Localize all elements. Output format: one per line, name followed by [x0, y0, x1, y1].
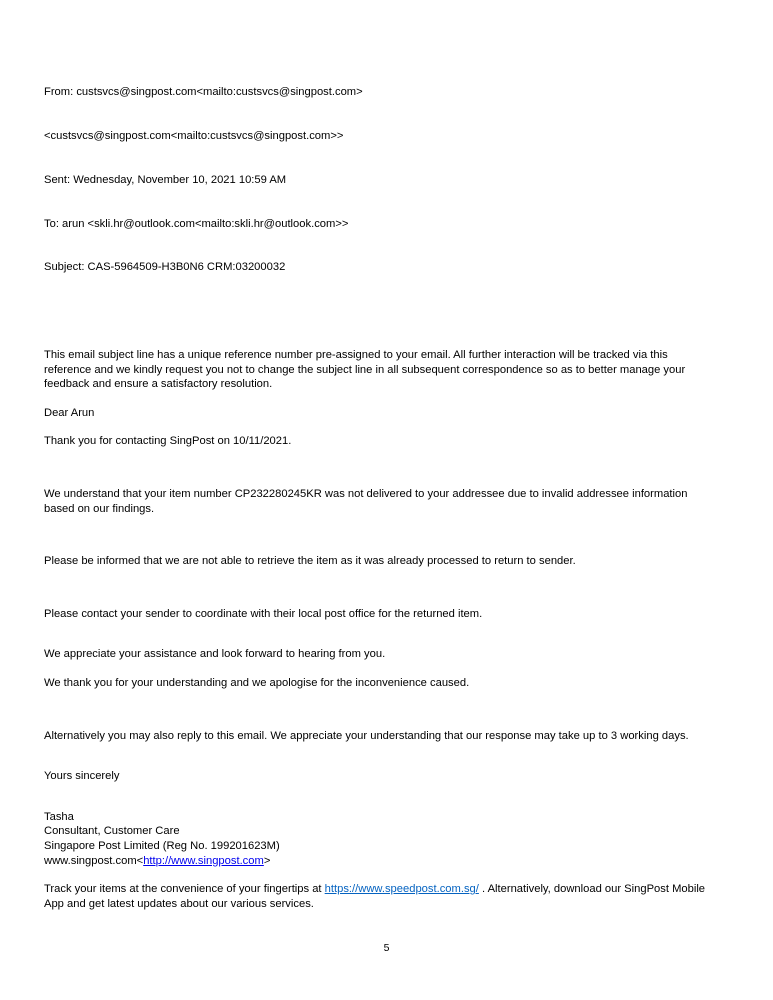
reference-notice-paragraph: This email subject line has a unique reference number pre-assigned to your email. All further interaction will be tracked via this reference and we kindly request you not to change the subject line in all subsequent correspondence so as to better manage your feedback and ensure a satisfactory resolution.: [44, 349, 686, 391]
spacer: [44, 392, 709, 406]
spacer: [44, 691, 709, 729]
signature-website: [44, 854, 709, 869]
apologise-paragraph: We thank you for your understanding and we apologise for the inconvenience caused.: [44, 677, 470, 690]
website-suffix: >: [263, 854, 271, 867]
email-to-line: To: arun <skli.hr@outlook.com<mailto:skli.hr@outlook.com>>: [44, 217, 349, 230]
closing: Yours sincerely: [44, 770, 120, 783]
speedpost-link[interactable]: https://www.speedpost.com.sg/: [324, 883, 479, 896]
spacer: [44, 868, 709, 882]
singpost-website-link[interactable]: http://www.singpost.com: [143, 854, 264, 867]
contact-sender-paragraph: Please contact your sender to coordinate with their local post office for the returned item.: [44, 607, 483, 620]
email-from-line-2: <custsvcs@singpost.com<mailto:custsvcs@singpost.com>>: [44, 129, 344, 142]
footer-track-paragraph: [44, 882, 709, 911]
thanks-paragraph: Thank you for contacting SingPost on 10/11/2021.: [44, 435, 292, 448]
spacer: [44, 662, 709, 676]
track-prefix-text: Track your items at the convenience of your fingertips at: [44, 883, 325, 896]
email-sent-line: Sent: Wednesday, November 10, 2021 10:59 AM: [44, 173, 287, 186]
signature-title: Consultant, Customer Care: [44, 825, 180, 838]
alternative-reply-paragraph: Alternatively you may also reply to this email. We appreciate your understanding that our response may take up to 3 working days.: [44, 729, 689, 742]
track-suffix-text: . Alternatively, download our SingPost Mobile App and get latest updates about our various services.: [44, 883, 706, 910]
spacer: [44, 784, 709, 810]
header-body-spacer: [44, 304, 709, 348]
email-body: [44, 348, 709, 911]
spacer: [44, 449, 709, 487]
spacer: [44, 621, 709, 647]
signature-block: [44, 810, 709, 868]
signature-company: Singapore Post Limited (Reg No. 199201623M): [44, 840, 280, 852]
page-number: 5: [383, 942, 390, 954]
spacer: [44, 569, 709, 607]
salutation: Dear Arun: [44, 406, 95, 419]
website-prefix: www.singpost.com<: [44, 854, 144, 867]
signature-name: Tasha: [44, 810, 74, 823]
email-subject-line: Subject: CAS-5964509-H3B0N6 CRM:03200032: [44, 261, 286, 274]
spacer: [44, 743, 709, 769]
understanding-paragraph: We understand that your item number CP232280245KR was not delivered to your addressee due to invalid addressee information based on our findings.: [44, 488, 688, 515]
appreciate-paragraph: We appreciate your assistance and look forward to hearing from you.: [44, 648, 386, 661]
spacer: [44, 420, 709, 434]
spacer: [44, 516, 709, 554]
email-from-line-1: From: custsvcs@singpost.com<mailto:custsvcs@singpost.com>: [44, 86, 363, 99]
retrieve-notice-paragraph: Please be informed that we are not able to retrieve the item as it was already processed to return to sender.: [44, 555, 576, 568]
email-header: [44, 56, 709, 304]
